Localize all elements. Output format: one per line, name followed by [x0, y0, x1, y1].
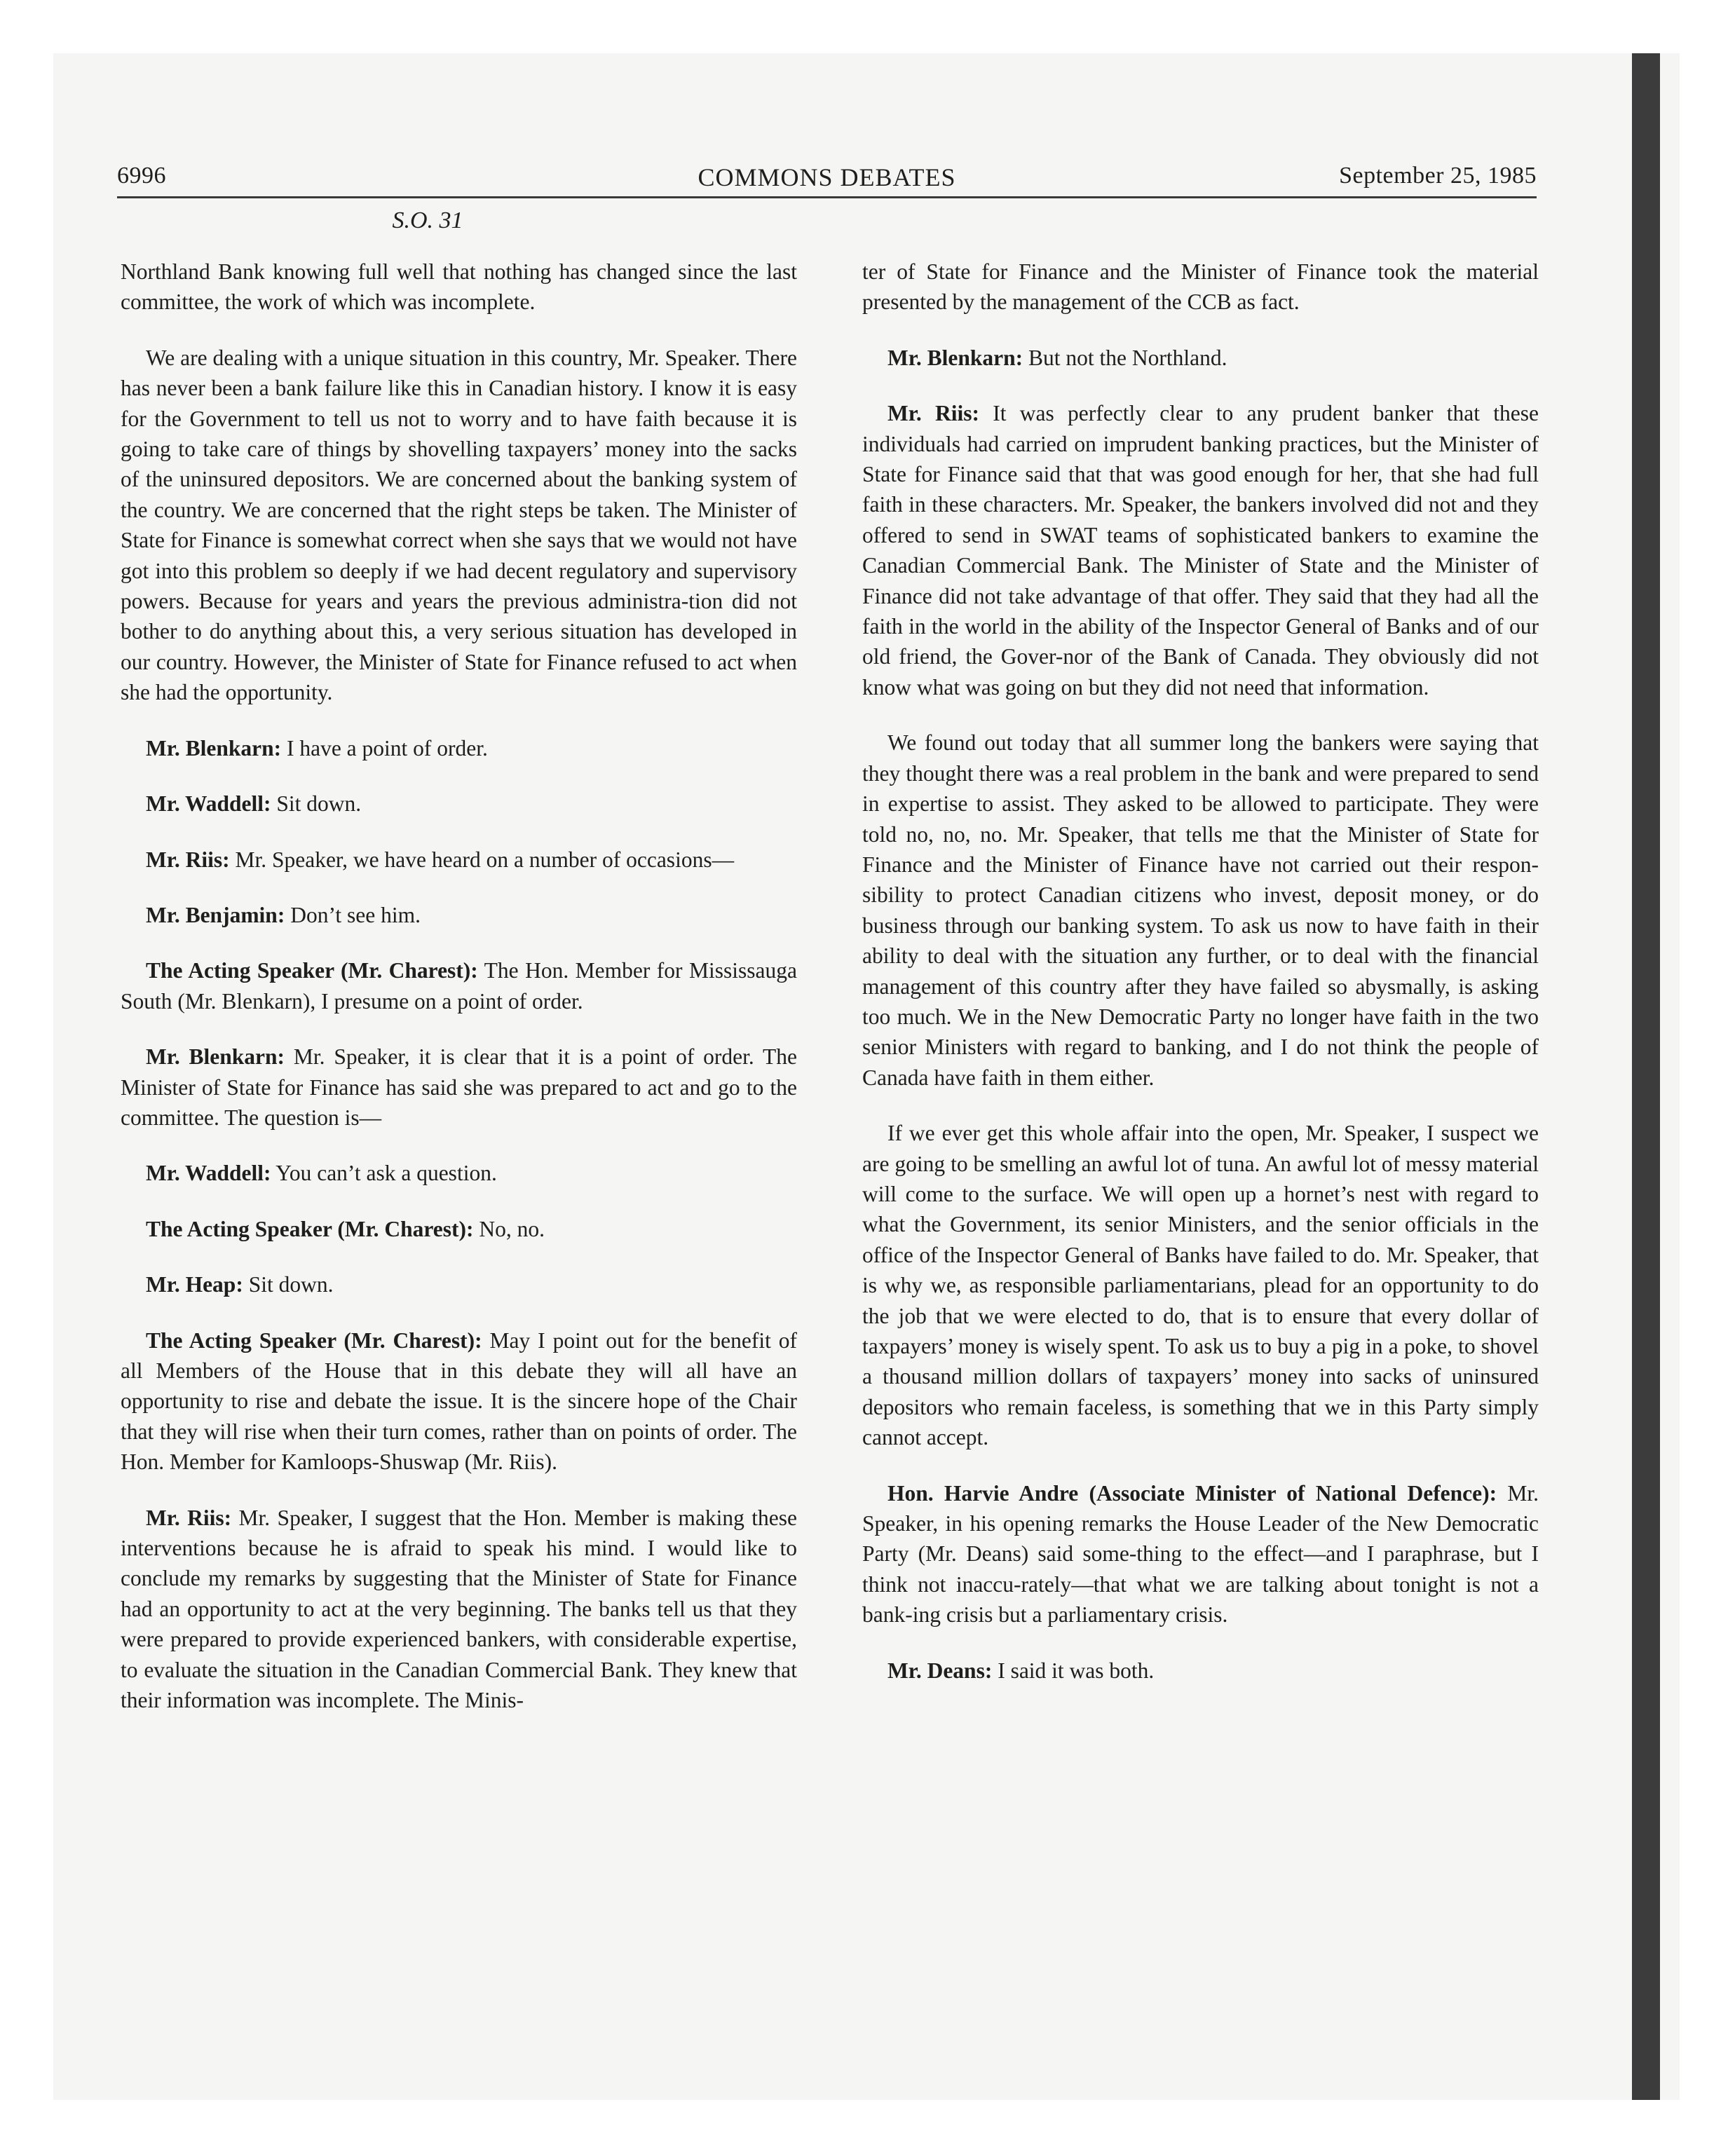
paragraph — [121, 1503, 797, 1716]
paragraph-text: May I point out for the benefit of all Members of the House that in this debate they will all have an opportunity to rise and debate the issue. It is the sincere hope of the Chair that they will rise when their turn comes, rather than on points of order. The Hon. Member for Kamloops-Shuswap (Mr. Riis). — [121, 1328, 797, 1475]
paragraph-text: But not the Northland. — [1028, 345, 1227, 370]
paragraph-text: Sit down. — [276, 791, 362, 817]
speaker-name: Mr. Heap: — [146, 1272, 243, 1297]
paragraph-text: Don’t see him. — [290, 902, 421, 927]
speaker-name: Mr. Waddell: — [146, 1161, 271, 1186]
paragraph-text: Mr. Speaker, we have heard on a number of occasions— — [235, 847, 735, 872]
paragraph-text: If we ever get this whole affair into the open, Mr. Speaker, I suspect we are going to be smelling an awful lot of tuna. An awful lot of messy material will come to the surface. We will open up a hornet’s nest with regard to what the Government, its senior Ministers, and the senior officials in the office of the Inspector General of Banks have failed to do. Mr. Speaker, that is why we, as responsible parliamentarians, plead for an opportunity to do the job that we were elected to do, that is to ensure that every dollar of taxpayers’ money is wisely spent. To ask us to buy a pig in a poke, to shovel a thousand million dollars of taxpayers’ money into sacks of uninsured depositors who remain faceless, is something that we in this Party simply cannot accept. — [862, 1121, 1539, 1450]
paragraph — [121, 343, 797, 708]
paragraph — [862, 1118, 1539, 1452]
paragraph-text: You can’t ask a question. — [275, 1161, 497, 1186]
paragraph-text: Mr. Speaker, it is clear that it is a point of order. The Minister of State for Finance has said she was prepared to act and go to the committee. The question is— — [121, 1044, 798, 1130]
paragraph-text: I said it was both. — [998, 1658, 1155, 1683]
paragraph — [862, 1656, 1539, 1686]
paragraph — [121, 900, 797, 930]
paragraph-text: Sit down. — [248, 1272, 334, 1297]
paragraph — [121, 789, 797, 819]
speaker-name: The Acting Speaker (Mr. Charest): — [146, 1328, 482, 1353]
paragraph — [121, 733, 797, 763]
paragraph-text: No, no. — [479, 1216, 545, 1241]
running-title: COMMONS DEBATES — [698, 163, 956, 191]
scan-edge-bar — [1632, 53, 1660, 2100]
paragraph — [121, 1158, 797, 1188]
paragraph — [121, 1214, 797, 1244]
speaker-name: Mr. Deans: — [887, 1658, 993, 1683]
speaker-name: The Acting Speaker (Mr. Charest): — [146, 958, 478, 983]
paragraph-text: Northland Bank knowing full well that nothing has changed since the last committee, the work of which was incomplete. — [121, 259, 797, 315]
page-number: 6996 — [117, 163, 166, 189]
paragraph — [121, 1269, 797, 1299]
speaker-name: Mr. Blenkarn: — [146, 1044, 285, 1070]
speaker-name: Mr. Benjamin: — [146, 902, 285, 927]
speaker-name: Mr. Riis: — [887, 401, 979, 426]
speaker-name: Mr. Blenkarn: — [146, 735, 282, 760]
page-header — [117, 160, 1537, 198]
paragraph — [862, 343, 1539, 373]
right-column — [862, 257, 1539, 1711]
paragraph-text: We are dealing with a unique situation in this country, Mr. Speaker. There has never been a bank failure like this in Canadian history. I know it is easy for the Government to tell us not to worry and to have faith because it is going to take care of things by shovelling taxpayers’ money into the sacks of the uninsured depositors. We are concerned about the banking system of the country. We are concerned that the right steps be taken. The Minister of State for Finance is somewhat correct when she says that we would not have got into this problem so deeply if we had decent regulatory and supervisory powers. Because for years and years the previous administra-tion did not bother to do anything about this, a very serious situation has developed in our country. However, the Minister of State for Finance refused to act when she had the opportunity. — [121, 345, 797, 705]
paragraph-text: It was perfectly clear to any prudent banker that these individuals had carried on imprudent banking practices, but the Minister of State for Finance said that that was good enough for her, that she had full faith in these characters. Mr. Speaker, the bankers involved did not and they offered to send in SWAT teams of sophisticated bankers to examine the Canadian Commercial Bank. The Minister of State and the Minister of Finance did not take advantage of that offer. They said that they had all the faith in the world in the ability of the Inspector General of Banks and of our old friend, the Gover-nor of the Bank of Canada. They obviously did not know what was going on but they did not need that information. — [862, 401, 1539, 700]
paragraph — [121, 845, 797, 875]
header-date: September 25, 1985 — [1339, 163, 1537, 189]
left-column — [121, 257, 797, 1740]
speaker-name: The Acting Speaker (Mr. Charest): — [146, 1216, 474, 1241]
paragraph — [121, 1042, 797, 1133]
paragraph-text: The Hon. Member for Mississauga South (Mr. Blenkarn), I presume on a point of order. — [121, 958, 797, 1014]
paragraph — [121, 257, 797, 318]
paragraph-text: We found out today that all summer long the bankers were saying that they thought there was a real problem in the bank and were prepared to send in expertise to assist. They asked to be allowed to participate. They were told no, no, no. Mr. Speaker, that tells me that the Minister of State for Finance and the Minister of Finance have not carried out their respon-sibility to protect Canadian citizens who invest, deposit money, or do business through our banking system. To ask us now to have faith in their ability to deal with the situation any further, or to deal with the financial management of this country after they have failed so abysmally, is asking too much. We in the New Democratic Party no longer have faith in the two senior Ministers with regard to banking, and I do not think the people of Canada have faith in them either. — [862, 730, 1539, 1090]
paragraph — [862, 1478, 1539, 1630]
speaker-name: Mr. Riis: — [146, 847, 230, 872]
paragraph — [862, 257, 1539, 318]
speaker-name: Mr. Waddell: — [146, 791, 271, 817]
paragraph-text: ter of State for Finance and the Minister of Finance took the material presented by the management of the CCB as fact. — [862, 259, 1539, 315]
paragraph — [862, 398, 1539, 702]
paragraph — [121, 1325, 797, 1478]
paragraph — [862, 728, 1539, 1093]
speaker-name: Mr. Blenkarn: — [887, 345, 1023, 370]
section-label: S.O. 31 — [392, 207, 463, 233]
speaker-name: Mr. Riis: — [146, 1505, 232, 1530]
speaker-name: Hon. Harvie Andre (Associate Minister of National Defence): — [887, 1480, 1497, 1506]
paragraph-text: I have a point of order. — [286, 735, 488, 760]
paragraph — [121, 955, 797, 1016]
paragraph-text: Mr. Speaker, I suggest that the Hon. Member is making these interventions because he is afraid to speak his mind. I would like to conclude my remarks by suggesting that the Minister of State for Finance had an opportunity to act at the very beginning. The banks tell us that they were prepared to provide experienced bankers, with considerable expertise, to evaluate the situation in the Canadian Commercial Bank. They knew that their information was incomplete. The Minis- — [121, 1505, 798, 1713]
paragraph-text: Mr. Speaker, in his opening remarks the House Leader of the New Democratic Party (Mr. Deans) said some-thing to the effect—and I paraphrase, but I think not inaccu-rately—that what we are talking about tonight is not a bank-ing crisis but a parliamentary crisis. — [862, 1480, 1539, 1628]
